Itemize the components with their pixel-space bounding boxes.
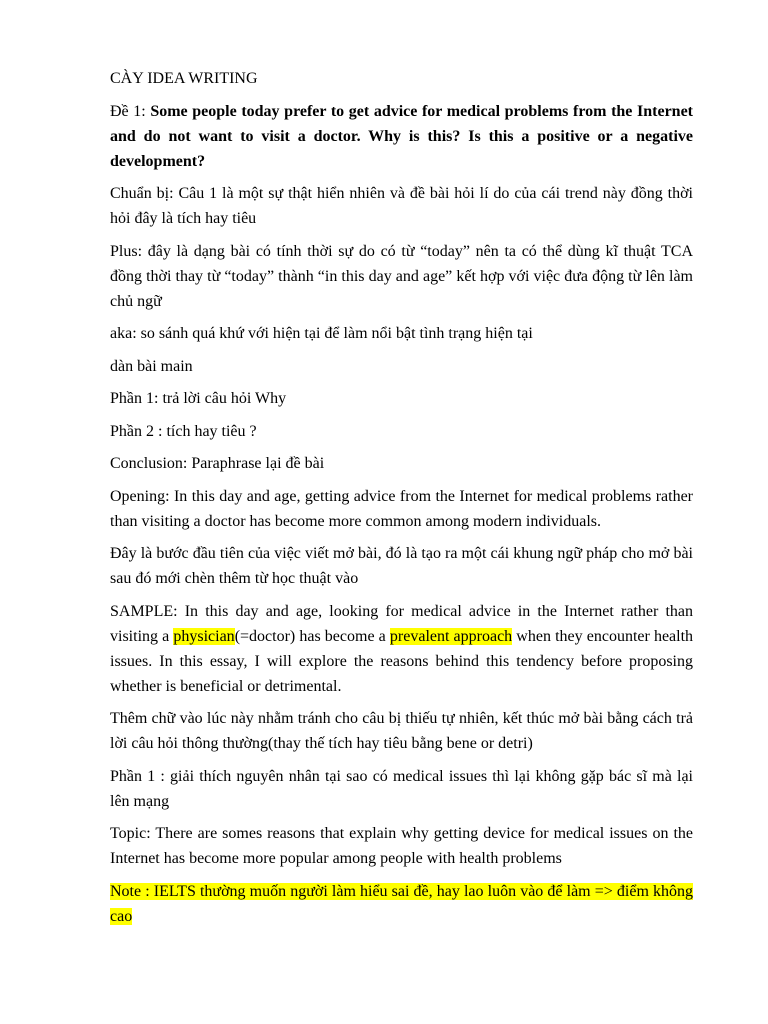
- plus-paragraph: Plus: đây là dạng bài có tính thời sự do có từ “today” nên ta có thể dùng kĩ thuật TCA đồng thời thay từ “today” thành “in this day and age” kết hợp với việc đưa động từ lên làm chủ ngữ: [110, 242, 693, 310]
- topic-paragraph: Topic: There are somes reasons that explain why getting device for medical issues on the Internet has become more popular among people with health problems: [110, 825, 693, 867]
- prep-paragraph: Chuẩn bị: Câu 1 là một sự thật hiển nhiên và đề bài hỏi lí do của cái trend này đồng thời hỏi đây là tích hay tiêu: [110, 185, 693, 227]
- note-highlight: Note : IELTS thường muốn người làm hiểu sai đề, hay lao luôn vào để làm => điểm không cao: [110, 882, 693, 925]
- sample-text-b: (=doctor) has become a: [234, 627, 390, 645]
- sample-text-a: SAMPLE: In this day and age, looking for medical advice in the Internet rather than visiting a: [110, 602, 693, 645]
- aka-paragraph: aka: so sánh quá khứ với hiện tại để làm nổi bật tình trạng hiện tại: [110, 325, 533, 342]
- part1-line: Phần 1: trả lời câu hỏi Why: [110, 390, 287, 407]
- note-paragraph: [110, 879, 693, 929]
- part1-explain-paragraph: Phần 1 : giải thích nguyên nhân tại sao có medical issues thì lại không gặp bác sĩ mà lại lên mạng: [110, 767, 693, 810]
- highlight-physician: physician: [173, 627, 235, 645]
- add-words-paragraph: Thêm chữ vào lúc này nhằm tránh cho câu bị thiếu tự nhiên, kết thúc mở bài bằng cách trả lời câu hỏi thông thường(thay thế tích hay tiêu bằng bene or detri): [110, 710, 693, 752]
- part2-line: Phần 2 : tích hay tiêu ?: [110, 422, 257, 440]
- first-step-paragraph: Đây là bước đầu tiên của việc viết mở bài, đó là tạo ra một cái khung ngữ pháp cho mở bài sau đó mới chèn thêm từ học thuật vào: [110, 545, 693, 587]
- sample-paragraph: [110, 599, 693, 699]
- document-title: CÀY IDEA WRITING: [110, 70, 258, 87]
- outline-heading: dàn bài main: [110, 357, 193, 375]
- highlight-prevalent-approach: prevalent approach: [389, 627, 513, 645]
- question-paragraph: [110, 99, 693, 174]
- sample-text-c: when they encounter health issues. In this essay, I will explore the reasons behind this tendency before proposing whether is beneficial or detrimental.: [110, 627, 694, 695]
- opening-paragraph: Opening: In this day and age, getting advice from the Internet for medical problems rather than visiting a doctor has become more common among modern individuals.: [110, 487, 693, 530]
- question-prefix: Đề 1:: [110, 102, 151, 120]
- conclusion-line: Conclusion: Paraphrase lại đề bài: [110, 455, 325, 472]
- question-text: Some people today prefer to get advice for medical problems from the Internet and do not want to visit a doctor. Why is this? Is this a positive or a negative development?: [110, 102, 693, 170]
